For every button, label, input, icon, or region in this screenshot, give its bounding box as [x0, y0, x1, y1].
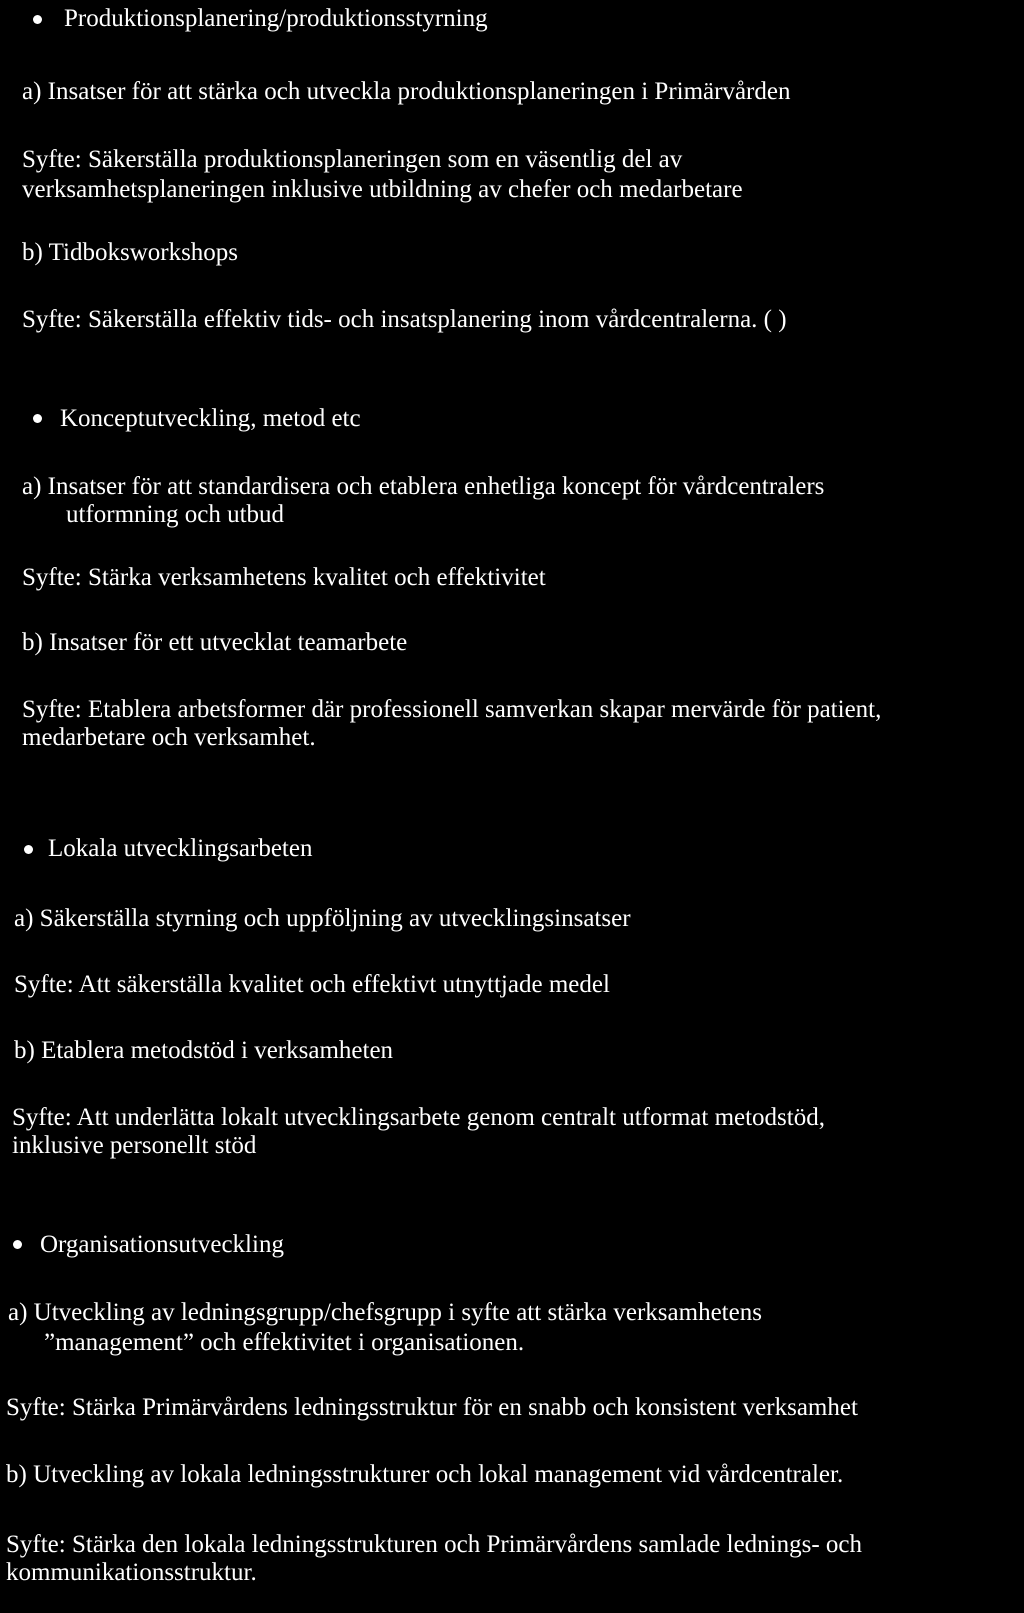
bullet-icon [13, 1240, 22, 1249]
item-a-purpose: Syfte: Stärka Primärvårdens ledningsstruktur för en snabb och konsistent verksamhet [6, 1394, 858, 1421]
item-a-purpose: Syfte: Stärka verksamhetens kvalitet och effektivitet [22, 564, 546, 591]
item-b-purpose: Syfte: Säkerställa effektiv tids- och insatsplanering inom vårdcentralerna. ( ) [22, 306, 787, 333]
item-a-purpose-cont: verksamhetsplaneringen inklusive utbildning av chefer och medarbetare [22, 176, 743, 203]
item-b-label: b) Insatser för ett utvecklat teamarbete [22, 629, 408, 656]
section-heading: Konceptutveckling, metod etc [60, 405, 361, 432]
bullet-icon [24, 845, 33, 854]
item-a-label: a) Insatser för att standardisera och etablera enhetliga koncept för vårdcentralers [22, 473, 825, 500]
item-b-purpose: Syfte: Etablera arbetsformer där professionell samverkan skapar mervärde för patient, [22, 696, 882, 723]
item-b-purpose-cont: medarbetare och verksamhet. [22, 724, 316, 751]
item-a-label-cont: ”management” och effektivitet i organisationen. [44, 1329, 525, 1356]
section-heading: Organisationsutveckling [40, 1231, 284, 1258]
bullet-icon [33, 414, 42, 423]
item-b-purpose-cont: inklusive personellt stöd [12, 1132, 257, 1159]
section-heading: Produktionsplanering/produktionsstyrning [64, 5, 488, 32]
item-a-label: a) Insatser för att stärka och utveckla produktionsplaneringen i Primärvården [22, 78, 791, 105]
item-b-label: b) Tidboksworkshops [22, 239, 239, 266]
item-b-purpose: Syfte: Stärka den lokala ledningsstrukturen och Primärvårdens samlade lednings- och [6, 1531, 863, 1558]
item-a-purpose: Syfte: Att säkerställa kvalitet och effektivt utnyttjade medel [14, 971, 610, 998]
item-a-label: a) Säkerställa styrning och uppföljning av utvecklingsinsatser [14, 905, 631, 932]
bullet-icon [33, 15, 42, 24]
section-heading: Lokala utvecklingsarbeten [48, 835, 313, 862]
item-a-purpose: Syfte: Säkerställa produktionsplaneringen som en väsentlig del av [22, 146, 683, 173]
item-b-label: b) Etablera metodstöd i verksamheten [14, 1037, 394, 1064]
item-b-purpose: Syfte: Att underlätta lokalt utvecklingsarbete genom centralt utformat metodstöd, [12, 1104, 825, 1131]
item-b-purpose-cont: kommunikationsstruktur. [6, 1559, 257, 1586]
item-a-label-cont: utformning och utbud [66, 501, 285, 528]
item-a-label: a) Utveckling av ledningsgrupp/chefsgrupp i syfte att stärka verksamhetens [8, 1299, 762, 1326]
item-b-label: b) Utveckling av lokala ledningsstrukturer och lokal management vid vårdcentraler. [6, 1461, 844, 1488]
